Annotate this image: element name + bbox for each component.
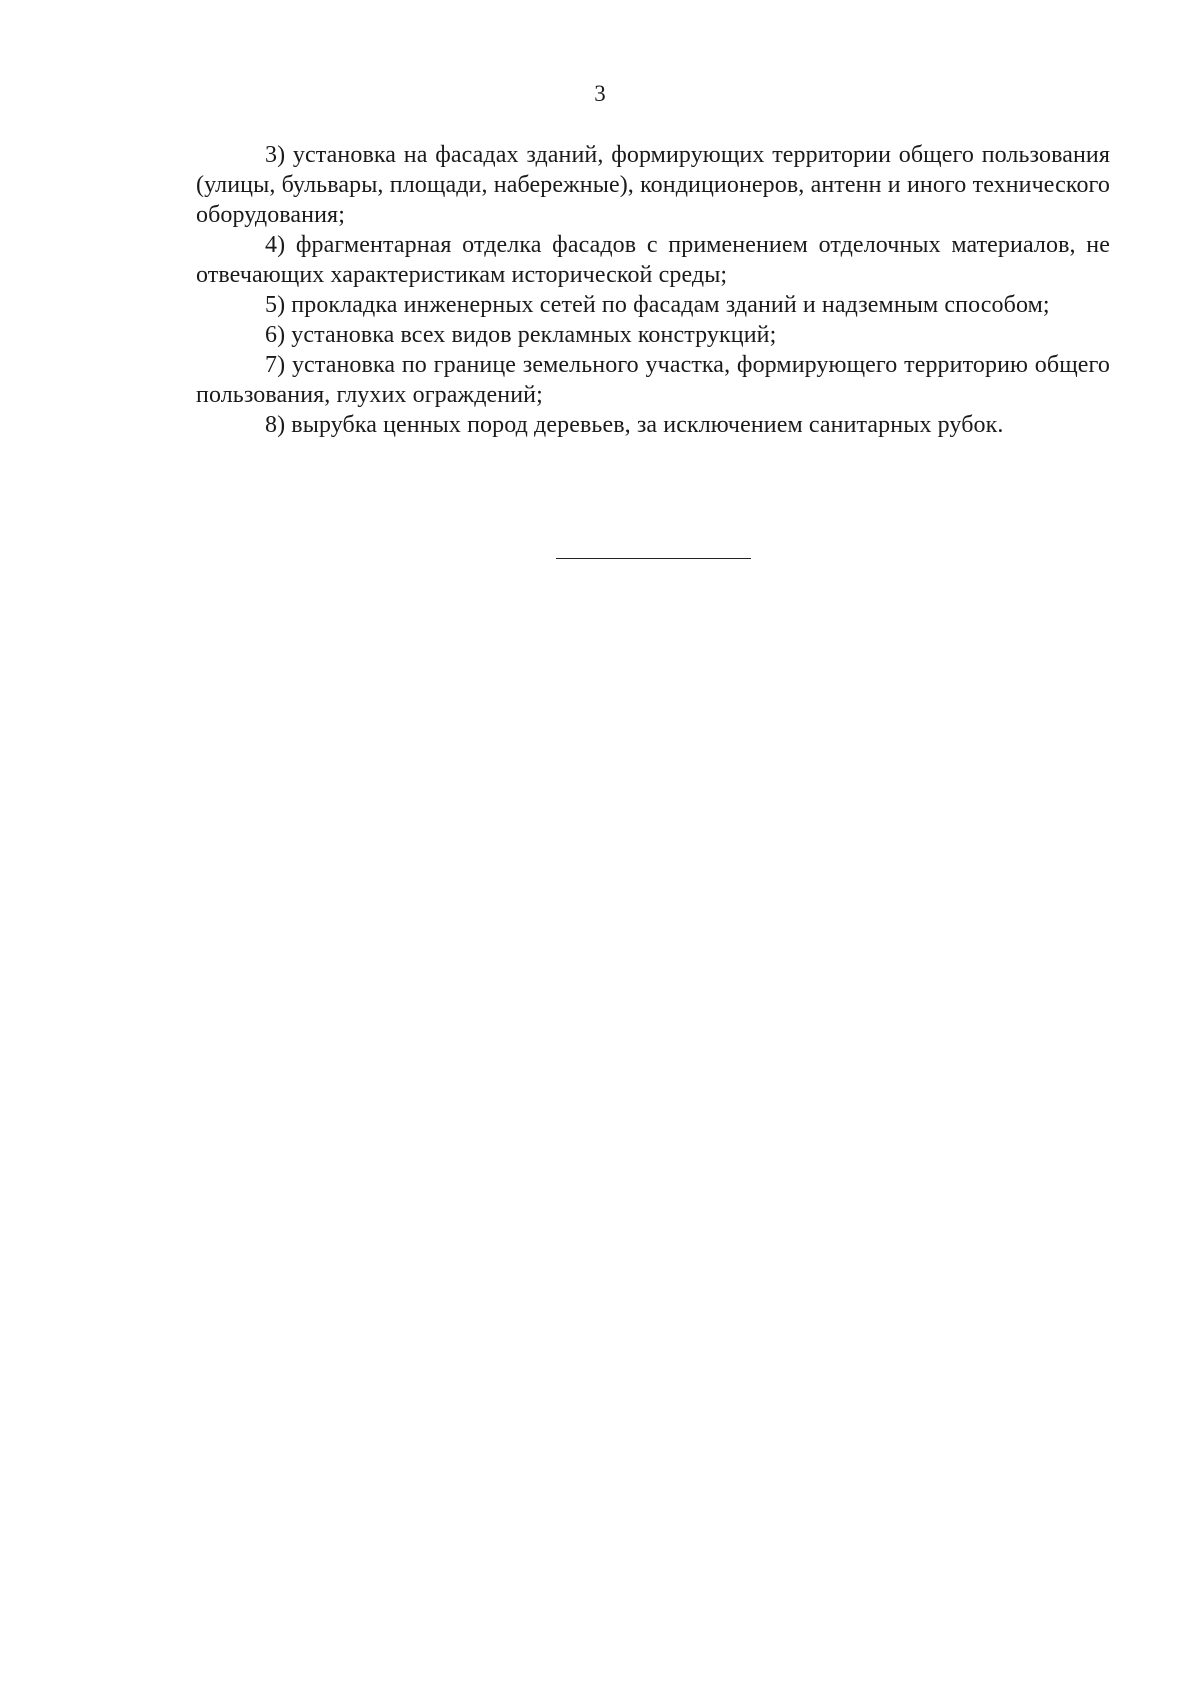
page-number: 3 <box>594 81 606 106</box>
list-item: 5) прокладка инженерных сетей по фасадам зданий и надземным способом; <box>265 292 1050 318</box>
document-body <box>196 140 1110 440</box>
list-item: 6) установка всех видов рекламных конструкций; <box>265 322 777 348</box>
list-item: 3) установка на фасадах зданий, формирующих территории общего пользования (улицы, бульвары, площади, набережные), кондиционеров, антенн и иного технического оборудования; <box>196 142 1110 228</box>
end-separator-line <box>556 558 751 559</box>
list-item: 4) фрагментарная отделка фасадов с применением отделочных материалов, не отвечающих характеристикам исторической среды; <box>196 232 1110 288</box>
list-item: 7) установка по границе земельного участка, формирующего территорию общего пользования, глухих ограждений; <box>196 352 1110 408</box>
list-item: 8) вырубка ценных пород деревьев, за исключением санитарных рубок. <box>265 412 1004 438</box>
